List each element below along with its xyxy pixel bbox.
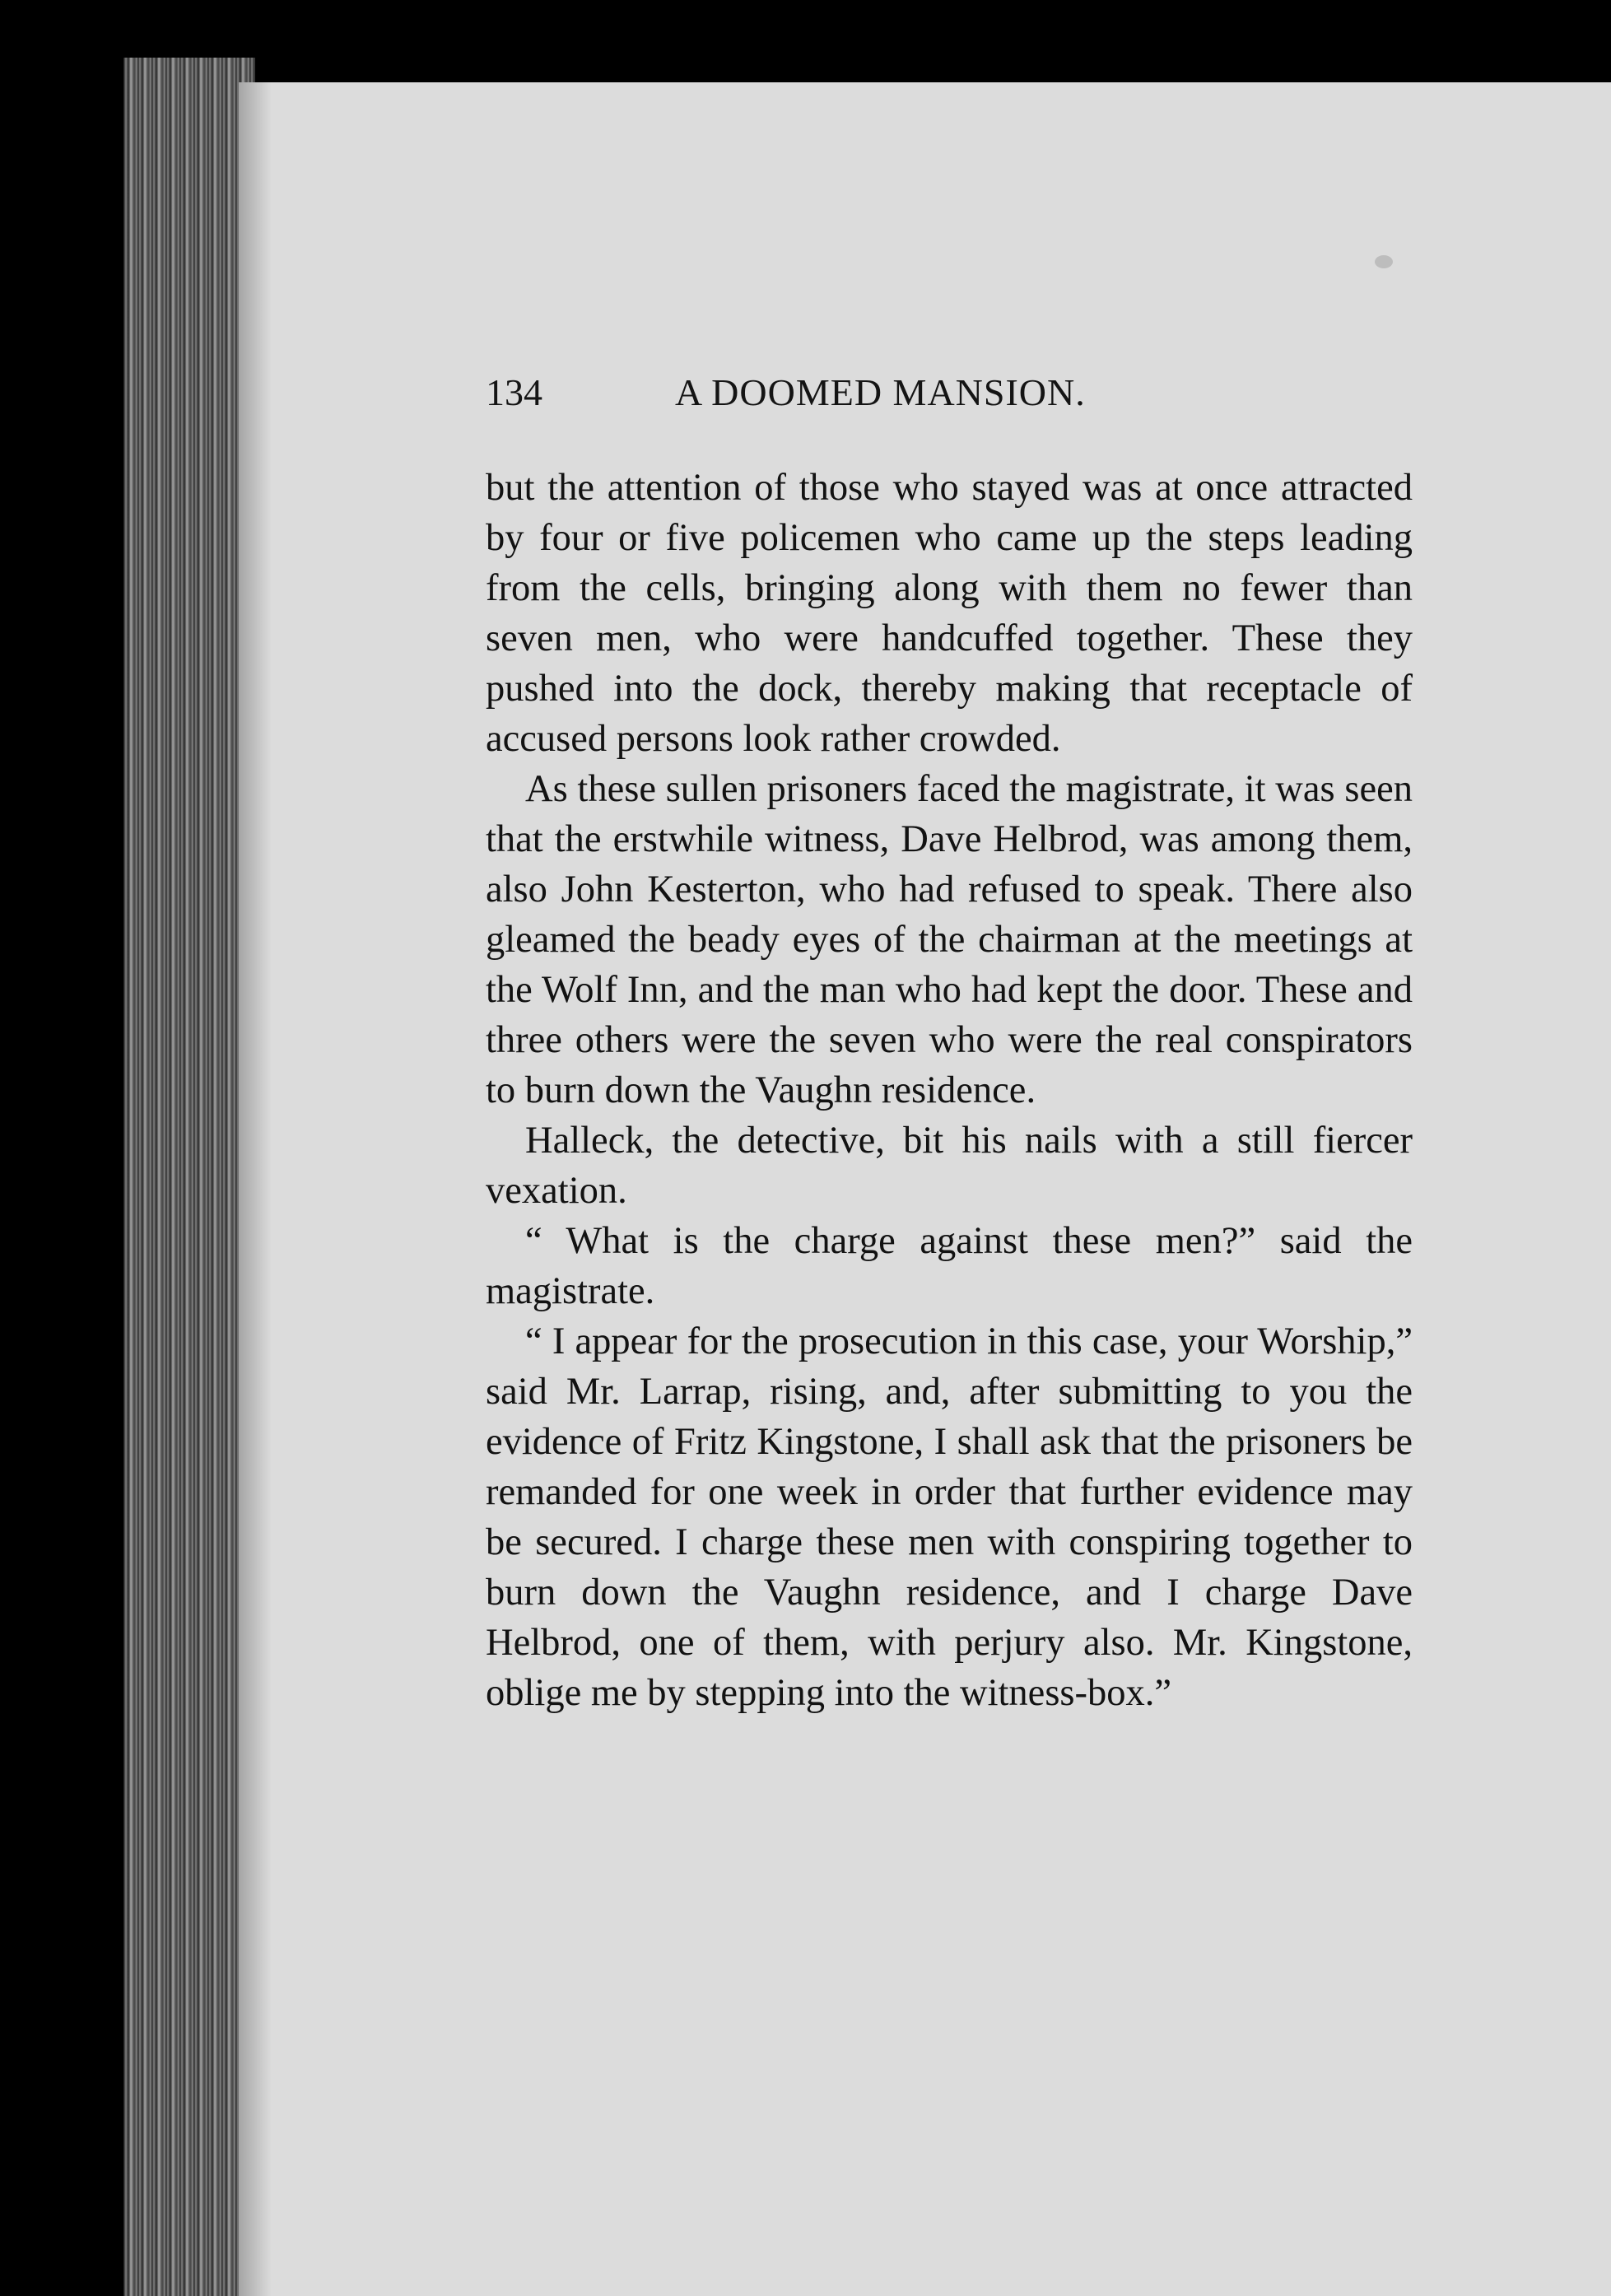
paragraph-3: Halleck, the detective, bit his nails with a still fiercer vexation. (486, 1120, 1413, 1212)
page-sheet (239, 82, 1611, 2296)
body-text (486, 463, 1413, 1718)
paper-speck (1375, 255, 1393, 268)
paragraph-4: “ What is the charge against these men?” said the magistrate. (486, 1220, 1413, 1312)
running-title: A DOOMED MANSION. (675, 371, 1086, 413)
paragraph-5: “ I appear for the prosecution in this case, your Worship,” said Mr. Larrap, rising, and, after submitting to you the evidence of Fritz Kingstone, I shall ask that the prisoners be remanded for one week in order that further evidence may be secured. I charge these men with conspiring together to burn down the Vaughn residence, and I charge Dave Helbrod, one of them, with perjury also. Mr. Kingstone, oblige me by stepping into the witness-box.” (486, 1320, 1413, 1714)
book-page-edges (123, 58, 255, 2296)
paragraph-2: As these sullen prisoners faced the magistrate, it was seen that the erstwhile witness, Dave Helbrod, was among them, also John Kesterton, who had refused to speak. There also gleamed the beady eyes of the chairman at the meetings at the Wolf Inn, and the man who had kept the door. These and three others were the seven who were the real conspirators to burn down the Vaughn residence. (486, 768, 1413, 1111)
paragraph-1: but the attention of those who stayed was at once attracted by four or five policemen who came up the steps leading from the cells, bringing along with them no fewer than seven men, who were handcuffed together. These they pushed into the dock, thereby making that receptacle of accused persons look rather crowded. (486, 467, 1413, 760)
page-number: 134 (486, 371, 542, 413)
